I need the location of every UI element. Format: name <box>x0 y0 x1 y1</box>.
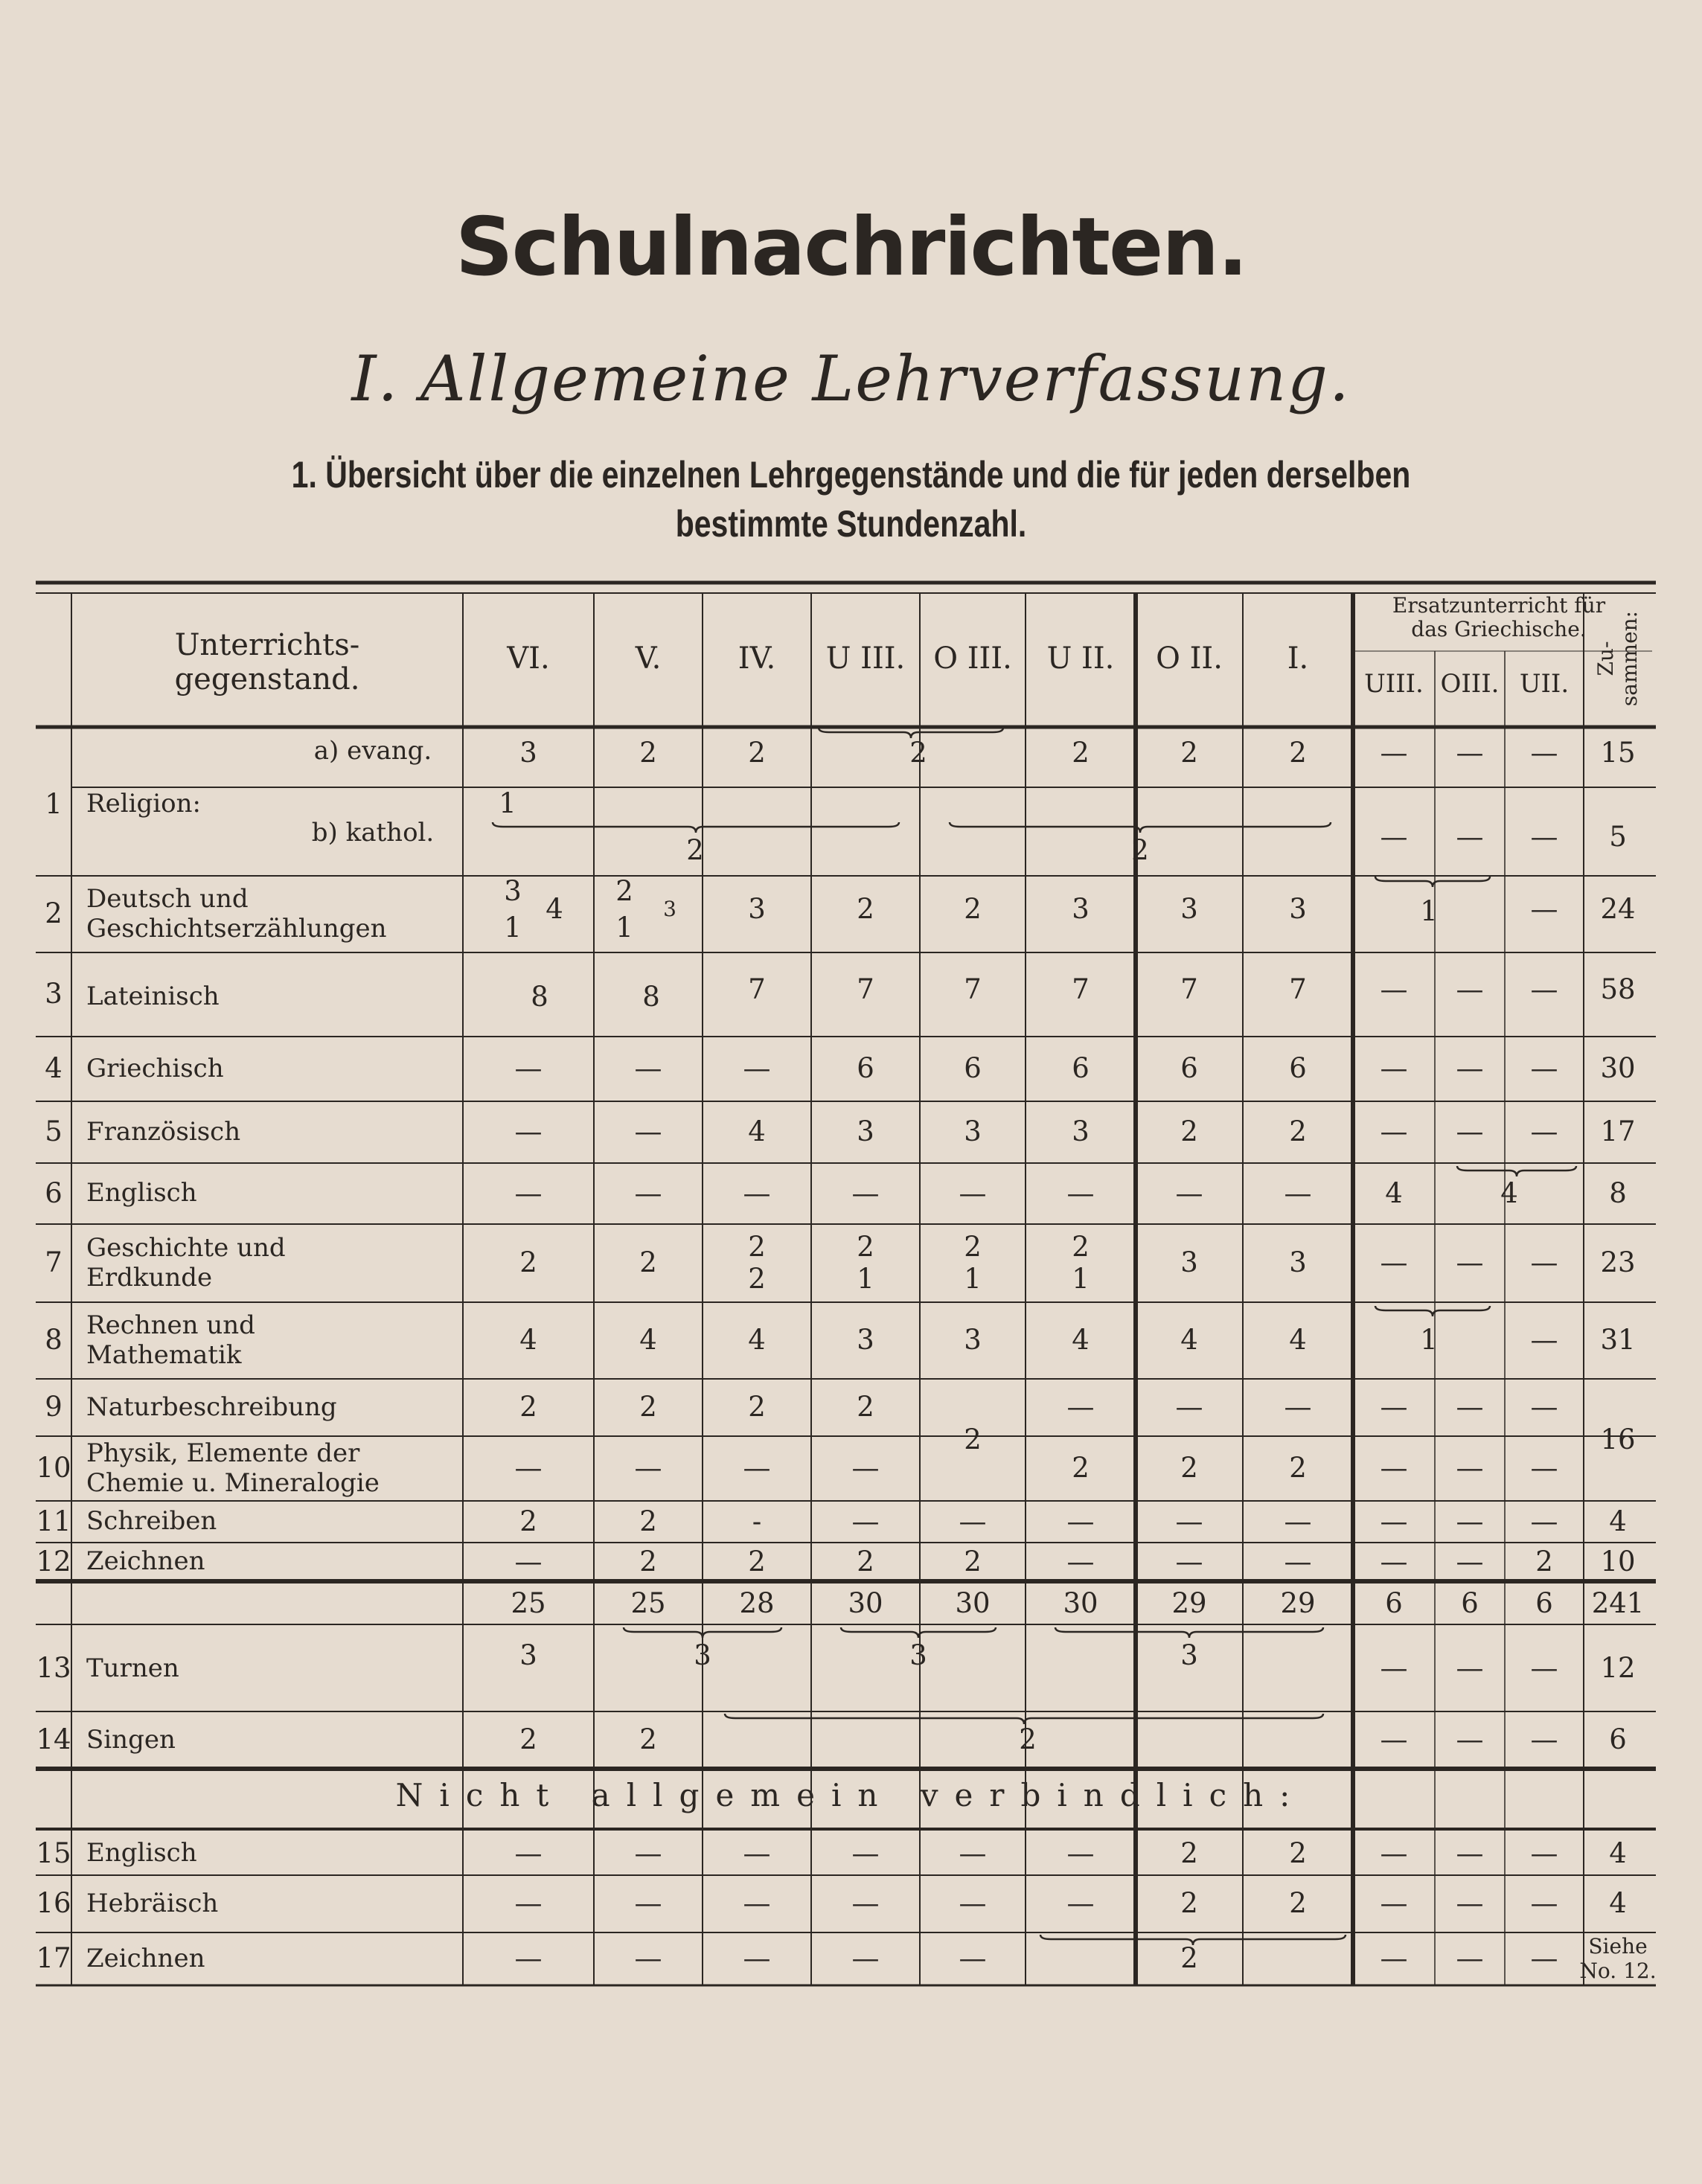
table-cell: 6 <box>1180 1052 1198 1085</box>
table-cell: 3 <box>1289 893 1307 926</box>
row-total: 24 <box>1600 893 1636 926</box>
table-cell: — <box>1456 1391 1484 1424</box>
table-cell: — <box>1456 737 1484 769</box>
row-total: 31 <box>1600 1324 1636 1357</box>
table-cell: — <box>1066 1391 1095 1424</box>
sum-cell: 30 <box>955 1586 991 1619</box>
table-cell: 8 <box>642 980 660 1013</box>
table-cell: 7 <box>1072 973 1090 1005</box>
row-subject: Griechisch <box>86 1053 224 1083</box>
table-cell: 2 1 <box>1072 1230 1090 1295</box>
table-cell: 3 <box>964 1324 982 1357</box>
row-subject: Englisch <box>86 1178 197 1208</box>
sum-cell: 6 <box>1535 1586 1553 1619</box>
table-cell: — <box>514 1836 543 1869</box>
table-cell: — <box>634 1452 662 1485</box>
sum-total: 241 <box>1591 1586 1645 1619</box>
row-number: 13 <box>36 1652 71 1685</box>
row-subject: Deutsch und Geschichtserzählungen <box>86 884 387 944</box>
table-cell: — <box>1380 1545 1408 1578</box>
sum-cell: 6 <box>1385 1586 1403 1619</box>
table-cell: 4 <box>1180 1324 1198 1357</box>
table-cell: — <box>1530 1652 1558 1685</box>
table-cell: 3 <box>857 1324 874 1357</box>
table-cell: 2 <box>857 893 874 926</box>
table-cell: — <box>1530 1391 1558 1424</box>
table-cell: 2 <box>748 1545 766 1578</box>
page-heading: Schulnachrichten. <box>455 201 1247 294</box>
table-cell: 6 <box>1289 1052 1307 1085</box>
table-cell: 6 <box>857 1052 874 1085</box>
row-total: 4 <box>1609 1836 1627 1869</box>
table-cell: 2 <box>1180 1452 1198 1485</box>
table-cell: 7 <box>748 973 766 1005</box>
table-cell: — <box>1066 1836 1095 1869</box>
table-cell: — <box>1380 737 1408 769</box>
table-cell: 2 <box>1180 1836 1198 1869</box>
table-cell: — <box>1175 1176 1203 1209</box>
table-cell: 7 <box>964 973 982 1005</box>
row-number: 3 <box>45 978 63 1011</box>
table-cell: — <box>1530 820 1558 853</box>
table-cell: — <box>1456 1887 1484 1920</box>
table-cell: 1 <box>615 912 633 944</box>
sum-cell: 29 <box>1280 1586 1316 1619</box>
table-cell: 6 <box>964 1052 982 1085</box>
table-cell: — <box>1530 737 1558 769</box>
table-cell: 2 <box>639 1505 657 1537</box>
header-class: U III. <box>825 641 906 676</box>
table-cell: — <box>743 1452 771 1485</box>
table-cell: — <box>851 1887 880 1920</box>
table-cell: — <box>514 1115 543 1148</box>
table-cell: — <box>1530 973 1558 1005</box>
table-cell: — <box>1380 1887 1408 1920</box>
table-cell: — <box>634 1176 662 1209</box>
header-ersatz-title: Ersatzunterricht für das Griechische. <box>1392 592 1606 641</box>
row-subject: Schreiben <box>86 1506 217 1537</box>
table-cell: 2 <box>519 1391 537 1424</box>
table-cell: 4 <box>1072 1324 1090 1357</box>
table-cell: — <box>1530 1887 1558 1920</box>
table-cell: — <box>1456 1652 1484 1685</box>
table-cell: 2 <box>964 1423 982 1456</box>
row-number: 5 <box>45 1115 63 1148</box>
table-cell: — <box>634 1942 662 1975</box>
table-cell: — <box>1456 1942 1484 1975</box>
table-cell: 8 <box>531 980 548 1013</box>
row-number: 16 <box>36 1887 71 1920</box>
table-cell: — <box>851 1176 880 1209</box>
row-number: 7 <box>45 1246 63 1279</box>
header-class: V. <box>635 641 662 676</box>
table-cell: — <box>1380 973 1408 1005</box>
row-total: 10 <box>1600 1545 1636 1578</box>
header-class: I. <box>1287 641 1309 676</box>
sum-cell: 30 <box>848 1586 883 1619</box>
header-class: IV. <box>738 641 776 676</box>
row-number: 4 <box>45 1052 63 1085</box>
table-cell: 2 <box>1289 1115 1307 1148</box>
table-cell: — <box>634 1052 662 1085</box>
row-subject: Geschichte und Erdkunde <box>86 1233 286 1293</box>
table-cell: — <box>1530 1836 1558 1869</box>
table-cell: 7 <box>1180 973 1198 1005</box>
sum-cell: 6 <box>1461 1586 1479 1619</box>
table-cell: — <box>743 1942 771 1975</box>
table-cell: 3 <box>857 1115 874 1148</box>
row-total: 12 <box>1600 1652 1636 1685</box>
header-class: O III. <box>933 641 1012 676</box>
table-cell: — <box>1530 1052 1558 1085</box>
table-cell: 2 <box>519 1246 537 1279</box>
row-subject: Französisch <box>86 1116 241 1147</box>
table-cell: — <box>1380 1836 1408 1869</box>
table-cell: — <box>1456 1452 1484 1485</box>
header-ersatz-col: OIII. <box>1440 669 1500 699</box>
row-number: 11 <box>36 1505 71 1537</box>
header-subject: Unterrichts- gegenstand. <box>174 628 360 696</box>
table-cell: 2 <box>909 737 927 769</box>
row-number: 14 <box>36 1723 71 1756</box>
table-cell: 2 <box>1131 834 1149 867</box>
table-cell: 2 <box>1535 1545 1553 1578</box>
table-cell: 3 <box>748 893 766 926</box>
header-total: Zu- sammen: <box>1593 610 1642 707</box>
table-cell: 2 <box>1072 737 1090 769</box>
row-total: 4 <box>1609 1887 1627 1920</box>
row-total: 16 <box>1600 1423 1636 1456</box>
row-total: Siehe No. 12. <box>1579 1934 1657 1983</box>
table-cell: — <box>1380 1452 1408 1485</box>
table-cell: 2 <box>857 1391 874 1424</box>
table-cell: 4 <box>748 1115 766 1148</box>
table-cell: 3 <box>1072 1115 1090 1148</box>
table-cell: — <box>959 1176 987 1209</box>
row-total: 5 <box>1609 820 1627 853</box>
table-cell: — <box>851 1836 880 1869</box>
row-number: 15 <box>36 1836 71 1869</box>
table-cell: 2 2 <box>748 1230 766 1295</box>
table-cell: — <box>1456 1246 1484 1279</box>
table-cell: 3 <box>1180 1246 1198 1279</box>
table-cell: — <box>1456 1115 1484 1148</box>
table-cell: 2 <box>1180 1942 1198 1975</box>
table-cell: — <box>1066 1176 1095 1209</box>
table-cell: — <box>851 1505 880 1537</box>
table-cell: — <box>959 1836 987 1869</box>
row-subject: Englisch <box>86 1838 197 1868</box>
row-sublabel: a) evang. <box>313 736 432 766</box>
sum-cell: 25 <box>511 1586 546 1619</box>
table-cell: — <box>1380 1652 1408 1685</box>
row-total: 58 <box>1600 973 1636 1005</box>
table-cell: 3 <box>504 875 522 908</box>
table-cell: — <box>1456 1505 1484 1537</box>
table-cell: 4 <box>1385 1176 1403 1209</box>
row-number: 12 <box>36 1545 71 1578</box>
optional-subjects-label: Nicht allgemein verbindlich: <box>395 1777 1307 1813</box>
row-subject: Physik, Elemente der Chemie u. Mineralogie <box>86 1438 380 1498</box>
table-cell: 3 <box>519 737 537 769</box>
table-cell: — <box>1380 1115 1408 1148</box>
table-cell: 1 <box>1420 1324 1438 1357</box>
table-cell: — <box>1380 1246 1408 1279</box>
row-total: 6 <box>1609 1723 1627 1756</box>
table-cell: 7 <box>1289 973 1307 1005</box>
table-cell: — <box>634 1887 662 1920</box>
table-cell: — <box>1380 1942 1408 1975</box>
table-cell: — <box>1284 1545 1312 1578</box>
table-cell: 2 <box>519 1723 537 1756</box>
table-cell: 4 <box>519 1324 537 1357</box>
header-ersatz-col: UIII. <box>1364 669 1424 699</box>
table-cell: 7 <box>857 973 874 1005</box>
header-ersatz-col: UII. <box>1519 669 1570 699</box>
subsection-title-line1: 1. Übersicht über die einzelnen Lehrgegenstände und die für jeden derselben <box>291 454 1411 496</box>
table-cell: 2 <box>639 1391 657 1424</box>
row-number: 9 <box>45 1391 63 1424</box>
header-class: U II. <box>1046 641 1115 676</box>
table-cell: — <box>1456 1723 1484 1756</box>
header-class: VI. <box>507 641 550 676</box>
table-cell: 3 <box>1180 1639 1198 1671</box>
table-cell: 2 <box>1019 1723 1037 1756</box>
table-cell: 4 <box>639 1324 657 1357</box>
table-cell: 2 <box>1289 1452 1307 1485</box>
table-cell: 3 <box>694 1639 711 1671</box>
row-subject: Religion: <box>86 789 201 819</box>
row-number: 17 <box>36 1942 71 1975</box>
row-sublabel: b) kathol. <box>311 818 435 848</box>
table-cell: — <box>1380 1391 1408 1424</box>
table-cell: 2 <box>639 1246 657 1279</box>
table-cell: — <box>514 1052 543 1085</box>
table-cell: — <box>1380 1723 1408 1756</box>
row-subject: Turnen <box>86 1653 179 1683</box>
table-cell: 4 <box>546 893 563 926</box>
sum-cell: 29 <box>1171 1586 1207 1619</box>
table-cell: — <box>634 1836 662 1869</box>
table-cell: — <box>1284 1391 1312 1424</box>
table-cell: 6 <box>1072 1052 1090 1085</box>
table-cell: — <box>514 1942 543 1975</box>
table-cell: 2 <box>748 1391 766 1424</box>
table-cell: — <box>1530 893 1558 926</box>
table-cell: — <box>1380 1505 1408 1537</box>
table-cell: 2 <box>1289 1887 1307 1920</box>
table-cell: 2 1 <box>964 1230 982 1295</box>
table-cell: — <box>1175 1391 1203 1424</box>
row-number: 6 <box>45 1176 63 1209</box>
table-cell: — <box>1456 1052 1484 1085</box>
table-cell: 1 <box>1420 894 1438 927</box>
table-cell: — <box>1284 1505 1312 1537</box>
sum-cell: 28 <box>739 1586 775 1619</box>
table-cell: 2 <box>1289 737 1307 769</box>
table-cell: 2 <box>519 1505 537 1537</box>
row-subject: Zeichnen <box>86 1546 205 1577</box>
section-title: I. Allgemeine Lehrverfassung. <box>351 342 1351 415</box>
row-number: 1 <box>45 787 63 820</box>
row-subject: Naturbeschreibung <box>86 1392 337 1422</box>
row-number: 2 <box>45 897 63 930</box>
table-cell: 3 <box>1180 893 1198 926</box>
table-cell: 2 1 <box>857 1230 874 1295</box>
row-subject: Singen <box>86 1724 176 1755</box>
row-total: 4 <box>1609 1505 1627 1537</box>
sum-cell: 30 <box>1063 1586 1098 1619</box>
row-subject: Lateinisch <box>86 981 220 1012</box>
table-cell: - <box>752 1505 762 1537</box>
row-total: 17 <box>1600 1115 1636 1148</box>
table-cell: — <box>959 1887 987 1920</box>
table-cell: 3 <box>1072 893 1090 926</box>
table-cell: — <box>1530 1723 1558 1756</box>
table-cell: 2 <box>639 1723 657 1756</box>
table-cell: — <box>1066 1545 1095 1578</box>
row-total: 8 <box>1609 1176 1627 1209</box>
table-cell: — <box>1530 1452 1558 1485</box>
sum-cell: 25 <box>630 1586 666 1619</box>
table-cell: 2 <box>1180 737 1198 769</box>
table-cell: 2 <box>1180 1115 1198 1148</box>
table-cell: — <box>514 1545 543 1578</box>
table-cell: — <box>514 1452 543 1485</box>
table-cell: — <box>1530 1505 1558 1537</box>
table-cell: — <box>1530 1115 1558 1148</box>
table-cell: 2 <box>1072 1452 1090 1485</box>
table-cell: — <box>851 1942 880 1975</box>
row-subject: Rechnen und Mathematik <box>86 1310 255 1370</box>
table-cell: — <box>743 1887 771 1920</box>
table-cell: — <box>1380 1052 1408 1085</box>
row-number: 8 <box>45 1324 63 1357</box>
table-cell: — <box>1456 973 1484 1005</box>
row-total: 15 <box>1600 737 1636 769</box>
table-cell: — <box>634 1115 662 1148</box>
table-cell: — <box>1456 1545 1484 1578</box>
table-cell: — <box>743 1836 771 1869</box>
row-total: 30 <box>1600 1052 1636 1085</box>
table-cell: 2 <box>748 737 766 769</box>
table-cell: 4 <box>1500 1176 1518 1209</box>
table-cell: — <box>1380 820 1408 853</box>
table-cell: 3 <box>663 897 676 922</box>
table-cell: 3 <box>964 1115 982 1148</box>
table-cell: — <box>959 1505 987 1537</box>
table-cell: 3 <box>1289 1246 1307 1279</box>
table-cell: 2 <box>857 1545 874 1578</box>
subsection-title-line2: bestimmte Stundenzahl. <box>675 503 1027 545</box>
table-cell: — <box>743 1052 771 1085</box>
table-cell: — <box>514 1887 543 1920</box>
table-cell: 2 <box>1180 1887 1198 1920</box>
table-cell: — <box>514 1176 543 1209</box>
row-subject: Hebräisch <box>86 1888 219 1918</box>
row-subject: Zeichnen <box>86 1943 205 1973</box>
table-cell: — <box>959 1942 987 1975</box>
table-cell: 2 <box>686 834 704 867</box>
table-cell: — <box>743 1176 771 1209</box>
table-cell: — <box>1530 1324 1558 1357</box>
row-number: 10 <box>36 1452 71 1485</box>
table-cell: — <box>1456 820 1484 853</box>
table-cell: — <box>1530 1246 1558 1279</box>
table-cell: 2 <box>1289 1836 1307 1869</box>
table-cell: 2 <box>639 737 657 769</box>
table-cell: 2 <box>639 1545 657 1578</box>
table-cell: — <box>1175 1505 1203 1537</box>
table-cell: 4 <box>748 1324 766 1357</box>
row-total: 23 <box>1600 1246 1636 1279</box>
table-cell: 2 <box>964 893 982 926</box>
table-cell: — <box>1530 1942 1558 1975</box>
header-class: O II. <box>1156 641 1223 676</box>
table-cell: 2 <box>964 1545 982 1578</box>
table-cell: 1 <box>499 787 516 819</box>
table-cell: — <box>1066 1505 1095 1537</box>
table-cell: 2 <box>615 875 633 908</box>
table-cell: — <box>851 1452 880 1485</box>
table-cell: 3 <box>909 1639 927 1671</box>
table-cell: 1 <box>504 912 522 944</box>
table-cell: — <box>1284 1176 1312 1209</box>
table-cell: 3 <box>519 1639 537 1671</box>
table-cell: — <box>1175 1545 1203 1578</box>
table-cell: — <box>1456 1836 1484 1869</box>
table-cell: 4 <box>1289 1324 1307 1357</box>
table-cell: — <box>1066 1887 1095 1920</box>
